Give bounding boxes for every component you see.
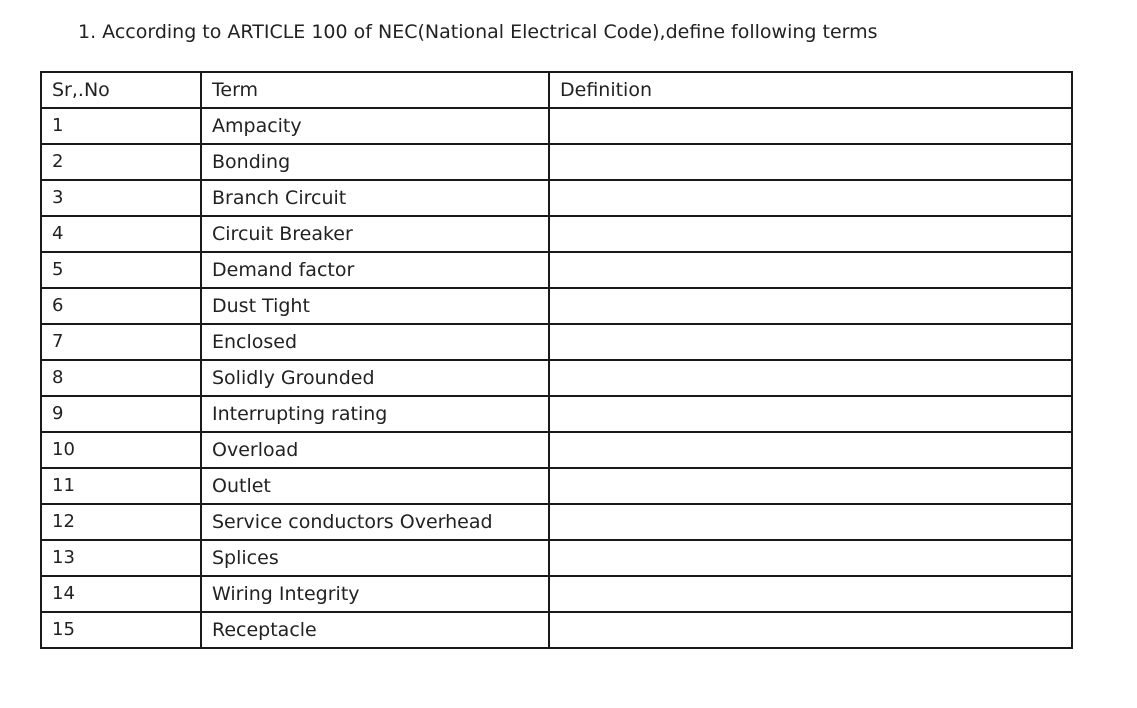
row-number-cell: 6: [41, 288, 201, 324]
header-sr-no: Sr,.No: [41, 72, 201, 108]
table-row: [41, 360, 1072, 396]
definition-cell[interactable]: [549, 576, 1072, 612]
table-row: [41, 252, 1072, 288]
table-row: [41, 540, 1072, 576]
term-cell: Dust Tight: [201, 288, 549, 324]
terms-table: [40, 71, 1073, 649]
table-row: [41, 396, 1072, 432]
header-row: [41, 72, 1072, 108]
table-body: [41, 72, 1072, 648]
definition-cell[interactable]: [549, 144, 1072, 180]
row-number-cell: 11: [41, 468, 201, 504]
row-number-cell: 3: [41, 180, 201, 216]
definition-cell[interactable]: [549, 396, 1072, 432]
definition-cell[interactable]: [549, 504, 1072, 540]
term-cell: Splices: [201, 540, 549, 576]
table-row: [41, 504, 1072, 540]
table-row: [41, 612, 1072, 648]
header-term: Term: [201, 72, 549, 108]
row-number-cell: 15: [41, 612, 201, 648]
table-row: [41, 144, 1072, 180]
definition-cell[interactable]: [549, 324, 1072, 360]
header-definition: Definition: [549, 72, 1072, 108]
row-number-cell: 13: [41, 540, 201, 576]
table-row: [41, 468, 1072, 504]
row-number-cell: 10: [41, 432, 201, 468]
definition-cell[interactable]: [549, 612, 1072, 648]
definition-cell[interactable]: [549, 252, 1072, 288]
term-cell: Service conductors Overhead: [201, 504, 549, 540]
table-row: [41, 576, 1072, 612]
term-cell: Interrupting rating: [201, 396, 549, 432]
row-number-cell: 4: [41, 216, 201, 252]
row-number-cell: 5: [41, 252, 201, 288]
term-cell: Bonding: [201, 144, 549, 180]
table-row: [41, 432, 1072, 468]
term-cell: Overload: [201, 432, 549, 468]
definition-cell[interactable]: [549, 432, 1072, 468]
table-row: [41, 324, 1072, 360]
table-row: [41, 288, 1072, 324]
row-number-cell: 8: [41, 360, 201, 396]
row-number-cell: 2: [41, 144, 201, 180]
question-title: 1. According to ARTICLE 100 of NEC(National Electrical Code),define following terms: [78, 21, 878, 43]
row-number-cell: 9: [41, 396, 201, 432]
term-cell: Demand factor: [201, 252, 549, 288]
row-number-cell: 7: [41, 324, 201, 360]
definition-cell[interactable]: [549, 288, 1072, 324]
term-cell: Outlet: [201, 468, 549, 504]
table-row: [41, 216, 1072, 252]
term-cell: Branch Circuit: [201, 180, 549, 216]
definition-cell[interactable]: [549, 468, 1072, 504]
definition-cell[interactable]: [549, 216, 1072, 252]
term-cell: Solidly Grounded: [201, 360, 549, 396]
definition-cell[interactable]: [549, 360, 1072, 396]
row-number-cell: 14: [41, 576, 201, 612]
term-cell: Enclosed: [201, 324, 549, 360]
row-number-cell: 12: [41, 504, 201, 540]
term-cell: Receptacle: [201, 612, 549, 648]
table-row: [41, 180, 1072, 216]
definition-cell[interactable]: [549, 540, 1072, 576]
table-row: [41, 108, 1072, 144]
definition-cell[interactable]: [549, 180, 1072, 216]
term-cell: Ampacity: [201, 108, 549, 144]
term-cell: Circuit Breaker: [201, 216, 549, 252]
definition-cell[interactable]: [549, 108, 1072, 144]
term-cell: Wiring Integrity: [201, 576, 549, 612]
row-number-cell: 1: [41, 108, 201, 144]
